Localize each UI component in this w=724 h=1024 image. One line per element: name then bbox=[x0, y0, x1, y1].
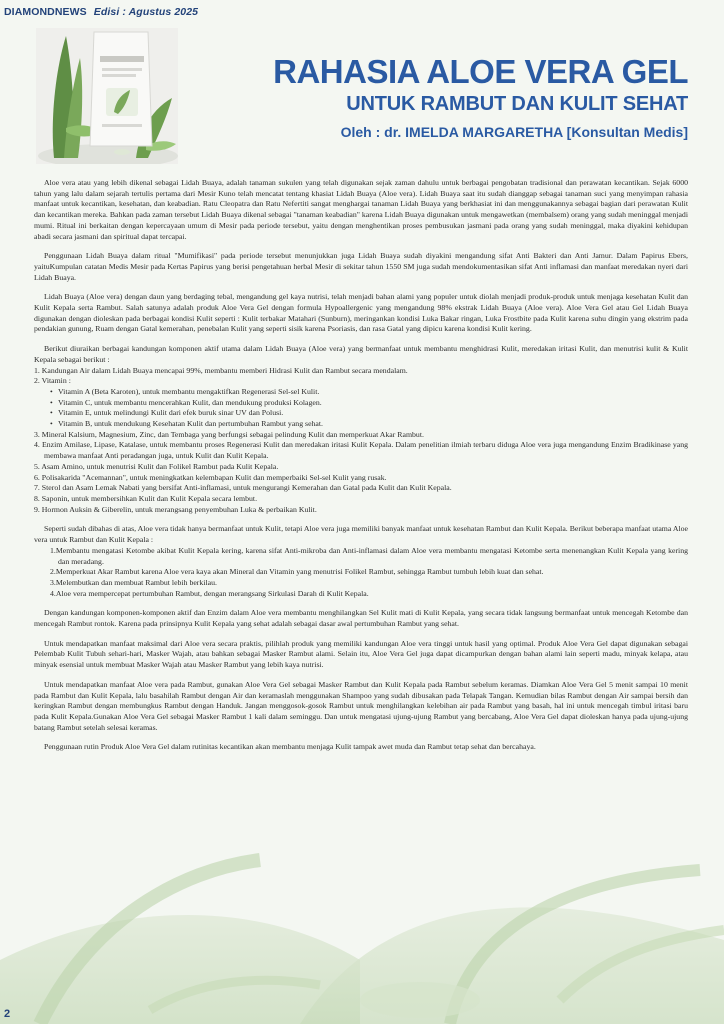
paragraph-hair-mask: Untuk mendapatkan manfaat Aloe vera pada Rambut, gunakan Aloe Vera Gel sebagai Masker Rambut dan Kulit Kepala pada Rambut sebelum keramas. Diamkan Aloe Vera Gel 5 menit sampai 10 menit pada Rambut dan Kulit Kepala, lalu basahilah Rambut dengan Air dan keramaslah menggunakan Shampoo yang sudah dibusakan pada Telapak Tangan. Kemudian bilas Rambut dengan Air sampai bersih dan keringkan Rambut dengan membungkus Rambut dengan Handuk. Jangan menggosok-gosok Rambut untuk menghilangkan kelebihan air pada Rambut yang basah, hal ini untuk mencegah timbul iritasi baru pada Kulit Kepala.Gunakan Aloe Vera Gel sebagai Masker Rambut 1 kali dalam seminggu. Dan untuk mengatasi ujung-ujung Rambut yang bercabang, Aloe Vera Gel dapat dioleskan hanya pada ujung-ujung batang Rambut setelah selesai keramas. bbox=[34, 679, 688, 732]
paragraph-components-intro: Berikut diuraikan berbagai kandungan komponen aktif utama dalam Lidah Buaya (Aloe vera) yang bermanfaat untuk membantu menghidrasi Kulit, meredakan iritasi Kulit, dan menutrisi kulit & Kulit Kepala sebagai berikut : bbox=[34, 344, 688, 364]
list-item: 4. Enzim Amilase, Lipase, Katalase, untuk membantu proses Regenerasi Kulit dan meredakan iritasi Kulit Kepala. Dalam penelitian ilmiah terbaru diduga Aloe vera juga mengandung Enzim Bradikinase yang membawa manfaat Anti peradangan juga, untuk Kulit dan Kulit Kepala. bbox=[34, 440, 688, 461]
vitamins-list bbox=[44, 387, 688, 430]
aloe-vera-product-photo bbox=[36, 28, 178, 164]
list-item: • Vitamin B, untuk mendukung Kesehatan Kulit dan pertumbuhan Rambut yang sehat. bbox=[62, 419, 688, 430]
list-item: • Vitamin E, untuk melindungi Kulit dari efek buruk sinar UV dan Polusi. bbox=[62, 408, 688, 419]
list-item: 4.Aloe vera mempercepat pertumbuhan Rambut, dengan merangsang Sirkulasi Darah di Kulit Kepala. bbox=[50, 588, 369, 598]
brand-name: DIAMONDNEWS bbox=[4, 6, 87, 18]
paragraph-gel-product: Lidah Buaya (Aloe vera) dengan daun yang berdaging tebal, mengandung gel kaya nutrisi, telah menjadi bahan alami yang populer untuk diolah menjadi produk-produk untuk menjaga kesehatan Kulit dan Kulit Kepala serta Rambut. Salah satunya adalah produk Aloe Vera Gel dengan formula Hypoallergenic yang mengandung 98% ekstrak Lidah Buaya (Aloe vera). Aloe Vera Gel atau Gel Lidah Buaya digunakan dengan dioleskan pada berbagai kondisi Kulit seperti : Kulit terbakar Matahari (Sunburn), meringankan kondisi Luka Bakar ringan, Luka Frostbite pada Kulit karena suhu dingin yang ekstrim pada pendakian gunung, Ruam dengan Gatal kemerahan, penebalan Kulit yang seperti sisik karena Psoriasis, dan rasa Gatal yang dipicu karena kondisi Kulit kering. bbox=[34, 292, 688, 334]
paragraph-conclusion: Penggunaan rutin Produk Aloe Vera Gel dalam rutinitas kecantikan akan membantu menjaga Kulit tampak awet muda dan Rambut tetap sehat dan bercahaya. bbox=[44, 742, 536, 752]
hair-benefits-list bbox=[34, 546, 688, 600]
list-item: 5. Asam Amino, untuk menutrisi Kulit dan Folikel Rambut pada Kulit Kepala. bbox=[34, 461, 279, 471]
list-item: • Vitamin C, untuk membantu mencerahkan Kulit, dan mendukung produksi Kolagen. bbox=[62, 398, 688, 409]
author-byline: Oleh : dr. IMELDA MARGARETHA [Konsultan Medis] bbox=[340, 124, 688, 140]
list-item: 3. Mineral Kalsium, Magnesium, Zinc, dan Tembaga yang berfungsi sebagai pelindung Kulit dan memperkuat Akar Rambut. bbox=[34, 429, 424, 439]
list-item: 9. Hormon Auksin & Giberelin, untuk merangsang penyembuhan Luka & perbaikan Kulit. bbox=[34, 504, 317, 514]
list-item: 1.Membantu mengatasi Ketombe akibat Kulit Kepala kering, karena sifat Anti-mikroba dan Anti-inflamasi dalam Aloe vera membantu mengatasi Ketombe serta menenangkan Kulit Kepala yang kering dan meradang. bbox=[50, 545, 688, 566]
list-item: 1. Kandungan Air dalam Lidah Buaya mencapai 99%, membantu memberi Hidrasi Kulit dan Rambut secara mendalam. bbox=[34, 365, 408, 375]
paragraph-hair-intro: Seperti sudah dibahas di atas, Aloe vera tidak hanya bermanfaat untuk Kulit, tetapi Aloe vera juga memiliki banyak manfaat untuk kesehatan Rambut dan Kulit Kepala. Berikut beberapa manfaat utama Aloe vera untuk Rambut dan Kulit Kepala : bbox=[34, 524, 688, 545]
article-subtitle: UNTUK RAMBUT DAN KULIT SEHAT bbox=[346, 93, 688, 115]
issue-header bbox=[4, 6, 198, 18]
vitamin-heading: 2. Vitamin : bbox=[34, 376, 71, 386]
list-item: • Vitamin A (Beta Karoten), untuk membantu mengaktifkan Regenerasi Sel-sel Kulit. bbox=[62, 387, 688, 398]
page-number: 2 bbox=[4, 1008, 11, 1020]
list-item: 8. Saponin, untuk membersihkan Kulit dan Kulit Kepala secara lembut. bbox=[34, 493, 258, 503]
aloe-vera-gel-icon bbox=[36, 28, 178, 164]
paragraph-dandruff: Dengan kandungan komponen-komponen aktif dan Enzim dalam Aloe vera membantu menghilangkan Sel Kulit mati di Kulit Kepala, yang secara tidak langsung bermanfaat untuk mencegah Ketombe dan mencegah Rambut rontok. Karena pada prinsipnya Kulit Kepala yang sehat adalah sebagai dasar awal pertumbuhan Rambut yang sehat. bbox=[34, 608, 688, 629]
list-item bbox=[34, 376, 688, 430]
article-title: RAHASIA ALOE VERA GEL bbox=[273, 53, 688, 90]
paragraph-mummification: Penggunaan Lidah Buaya dalam ritual "Mumifikasi" pada periode tersebut menunjukkan juga Lidah Buaya sudah diyakini mengandung sifat Anti Bakteri dan Anti Jamur. Dalam Papirus Ebers, yaituKumpulan catatan Medis Mesir pada Kertas Papirus yang berisi pengetahuan herbal Mesir di sekitar tahun 1550 SM juga sudah mendokumentasikan sifat Anti inflamasi dan manfaat meredakan nyeri dari Lidah Buaya. bbox=[34, 251, 688, 282]
edition-label: Edisi : Agustus 2025 bbox=[93, 6, 199, 18]
paragraph-usage: Untuk mendapatkan manfaat maksimal dari Aloe vera secara praktis, pilihlah produk yang memiliki kandungan Aloe vera tinggi untuk hasil yang optimal. Produk Aloe Vera Gel dapat digunakan sebagai Pelembab Kulit Tubuh sehari-hari, Masker Wajah, atau bahkan sebagai Masker Rambut alami. Selain itu, Aloe Vera Gel juga dapat dicampurkan dengan bahan alami lain seperti madu, minyak kelapa, atau minyak esensial untuk membuat Masker Wajah atau Masker Rambut yang lebih kaya nutrisi. bbox=[34, 638, 688, 670]
components-list bbox=[34, 366, 688, 516]
list-item: 3.Melembutkan dan membuat Rambut lebih berkilau. bbox=[50, 577, 217, 587]
list-item: 7. Sterol dan Asam Lemak Nabati yang bersifat Anti-inflamasi, untuk mengurangi Kemerahan dan Gatal pada Kulit dan Kulit Kepala. bbox=[34, 483, 452, 493]
paragraph-history: Aloe vera atau yang lebih dikenal sebagai Lidah Buaya, adalah tanaman sukulen yang telah digunakan sejak zaman dahulu untuk berbagai pengobatan tradisional dan perawatan kecantikan. Sejak 6000 tahun yang lalu dalam sejarah tertulis pertama dari Mesir Kuno telah mencatat tentang khasiat Lidah Buaya (Aloe vera). Lidah Buaya saat itu sudah dianggap sebagai tanaman suci yang menyimpan rahasia manfaat untuk kecantikan, kesehatan, dan keabadian. Ratu Cleopatra dan Ratu Nefertiti sangat menghargai tanaman Lidah Buaya yang berkhasiat ini dan menggunakannya sebagai bagian dari perawatan Kulit dan kecantikan mereka. Bahkan pada zaman tersebut Lidah Buaya dikenal sebagai "tanaman keabadian" karena Lidah Buaya digunakan untuk mengawetkan (membalsem) orang yang sudah meninggal menjadi mumi. Ritual ini berkaitan dengan kepercayaan umum di Mesir pada periode tersebut, yaitu dengan menghentikan proses pembusukan jasmani pada orang yang sudah meninggal, maka diyakini kehidupan abadi secara jasmani dan spiritual dapat tercapai. bbox=[34, 178, 688, 241]
article-body bbox=[34, 178, 688, 762]
list-item: 6. Polisakarida "Acemannan", untuk meningkatkan kelembapan Kulit dan memperbaiki Sel-sel Kulit yang rusak. bbox=[34, 472, 387, 482]
list-item: 2.Memperkuat Akar Rambut karena Aloe vera kaya akan Mineral dan Vitamin yang menutrisi Folikel Rambut, sehingga Rambut tumbuh lebih kuat dan sehat. bbox=[50, 567, 544, 577]
